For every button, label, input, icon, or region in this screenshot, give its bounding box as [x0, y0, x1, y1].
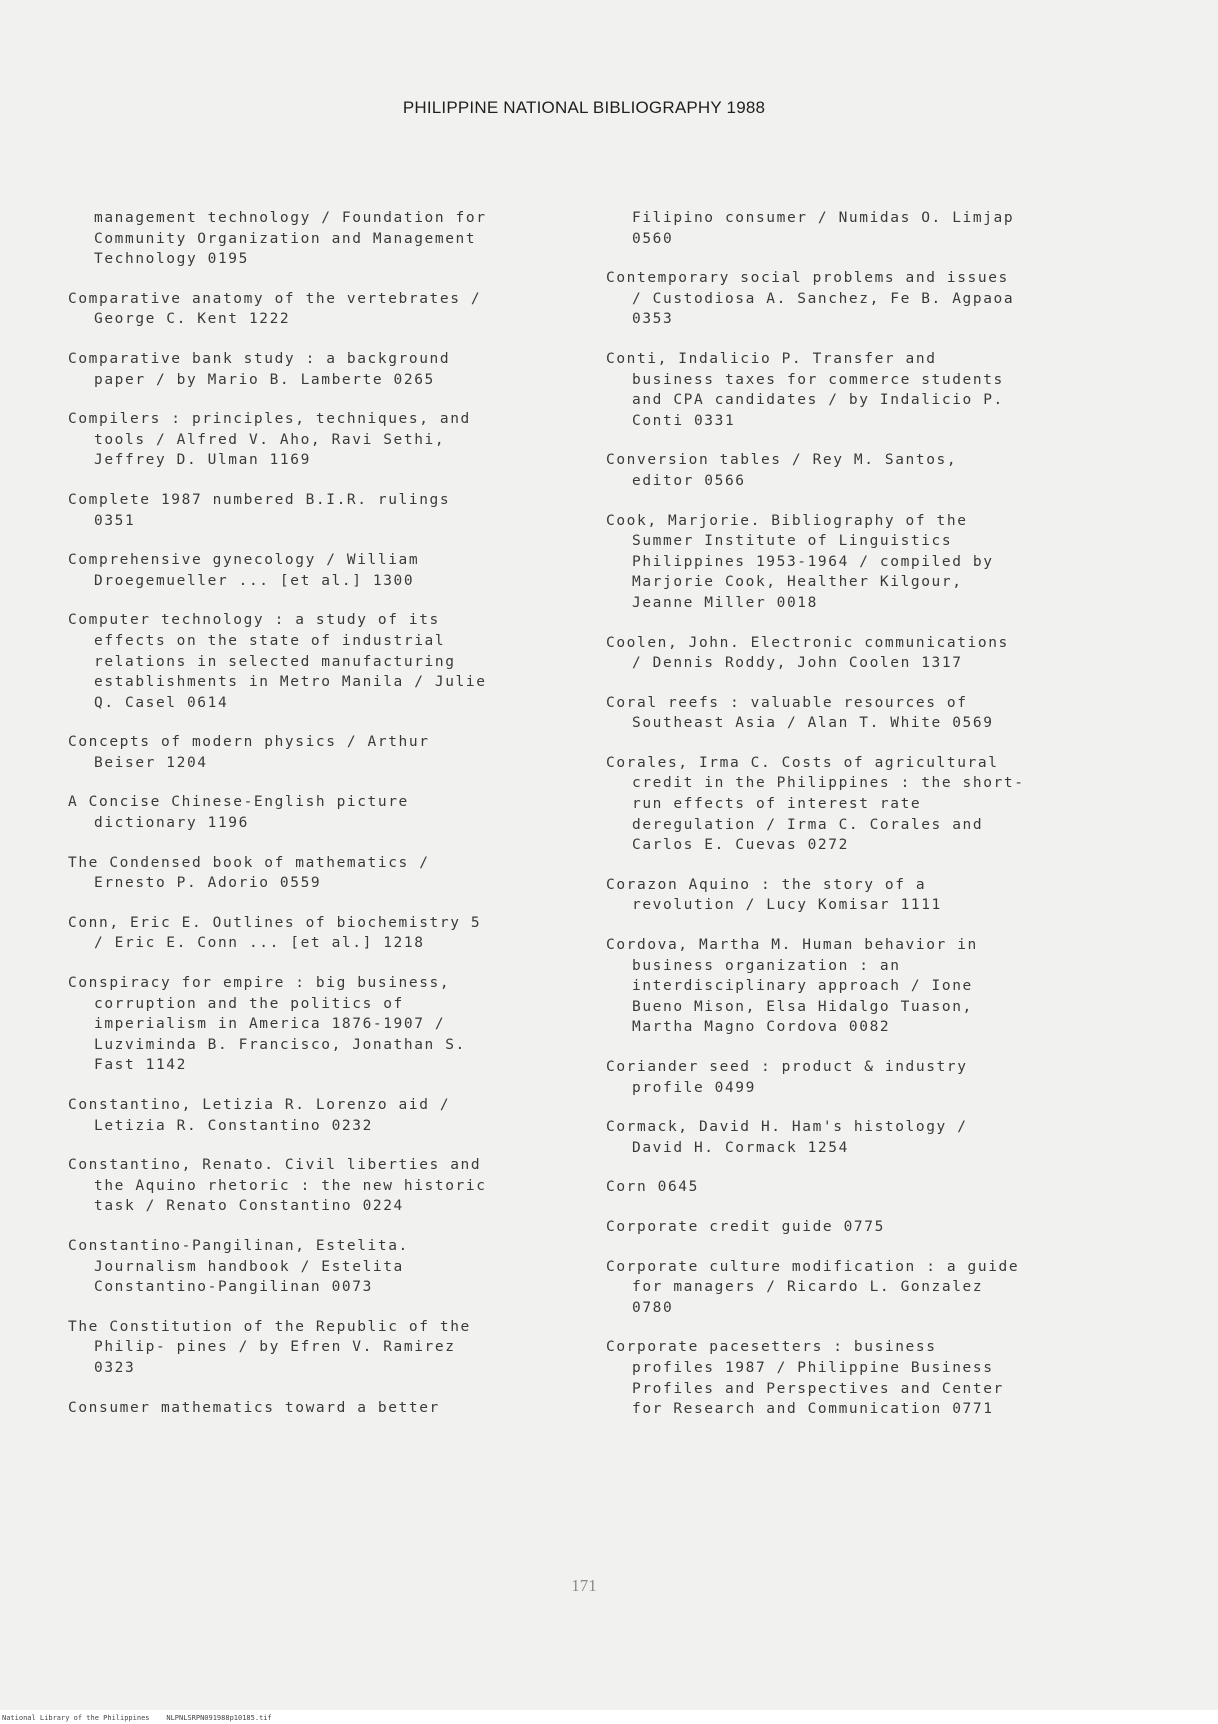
scan-credit: National Library of the Philippines NLPNLSRPN091988p10185.tif — [2, 1714, 272, 1722]
bibliography-entry: Consumer mathematics toward a better — [68, 1399, 440, 1416]
bibliography-entry: Computer technology : a study of its effects on the state of industrial relations in selected manufacturing establishments in Metro Manila / Julie Q. Casel 0614 — [68, 612, 487, 711]
bibliography-entry: Corn 0645 — [606, 1179, 699, 1196]
bibliography-entry: Corporate culture modification : a guide for managers / Ricardo L. Gonzalez 0780 — [606, 1258, 1020, 1316]
bibliography-entry: Constantino, Renato. Civil liberties and the Aquino rhetoric : the new historic task / Renato Constantino 0224 — [68, 1157, 487, 1215]
bibliography-entry: Coolen, John. Electronic communications / Dennis Roddy, John Coolen 1317 — [606, 634, 1009, 672]
bibliography-entry: Corporate credit guide 0775 — [606, 1218, 885, 1235]
bibliography-entry: The Constitution of the Republic of the Philip- pines / by Efren V. Ramirez 0323 — [68, 1318, 471, 1376]
bibliography-entry: Comprehensive gynecology / William Droegemueller ... [et al.] 1300 — [68, 552, 420, 589]
bibliography-entry: Compilers : principles, techniques, and tools / Alfred V. Aho, Ravi Sethi, Jeffrey D. Ulman 1169 — [68, 411, 471, 469]
bibliography-entry: Coriander seed : product & industry profile 0499 — [606, 1059, 968, 1096]
bibliography-entry: Conspiracy for empire : big business, corruption and the politics of imperialism in America 1876-1907 / Luzviminda B. Francisco, Jonathan S. Fast 1142 — [68, 975, 466, 1074]
bibliography-entry: Conversion tables / Rey M. Santos, editor 0566 — [606, 452, 958, 489]
bibliography-entry: Constantino-Pangilinan, Estelita. Journalism handbook / Estelita Constantino-Pangilinan 0073 — [68, 1237, 409, 1296]
bibliography-entry: management technology / Foundation for Community Organization and Management Technology 0195 — [94, 210, 487, 268]
page-number: 171 — [571, 1576, 597, 1595]
bibliography-entry: Constantino, Letizia R. Lorenzo aid / Letizia R. Constantino 0232 — [68, 1097, 451, 1134]
bibliography-entry: Cook, Marjorie. Bibliography of the Summer Institute of Linguistics Philippines 1953-1964 / compiled by Marjorie Cook, Healther Kilgour, Jeanne Miller 0018 — [606, 512, 994, 611]
bibliography-entry: Concepts of modern physics / Arthur Beiser 1204 — [68, 734, 430, 771]
bibliography-entry: Conti, Indalicio P. Transfer and business taxes for commerce students and CPA candidates / by Indalicio P. Conti 0331 — [606, 350, 1004, 429]
bibliography-entry: The Condensed book of mathematics / Ernesto P. Adorio 0559 — [68, 854, 430, 892]
bibliography-entry: Filipino consumer / Numidas O. Limjap 0560 — [632, 210, 1015, 247]
bibliography-entry: A Concise Chinese-English picture dictionary 1196 — [68, 794, 409, 832]
bibliography-entry: Conn, Eric E. Outlines of biochemistry 5 / Eric E. Conn ... [et al.] 1218 — [68, 914, 482, 952]
bibliography-entry: Comparative anatomy of the vertebrates / George C. Kent 1222 — [68, 290, 482, 328]
bibliography-entry: Corporate pacesetters : business profiles 1987 / Philippine Business Profiles and Perspectives and Center for Research and Communication 0771 — [606, 1339, 1004, 1418]
left-column — [68, 208, 568, 1437]
bibliography-entry: Coral reefs : valuable resources of Southeast Asia / Alan T. White 0569 — [606, 694, 994, 732]
bibliography-entry: Corales, Irma C. Costs of agricultural credit in the Philippines : the short- run effects of interest rate deregulation / Irma C. Corales and Carlos E. Cuevas 0272 — [606, 754, 1025, 854]
bibliography-entry: Comparative bank study : a background paper / by Mario B. Lamberte 0265 — [68, 350, 451, 388]
page-title: PHILIPPINE NATIONAL BIBLIOGRAPHY 1988 — [402, 98, 766, 117]
bibliography-entry: Complete 1987 numbered B.I.R. rulings 0351 — [68, 491, 451, 529]
bibliography-entry: Cormack, David H. Ham's histology / David H. Cormack 1254 — [606, 1119, 968, 1156]
right-column — [606, 208, 1126, 1439]
bibliography-entry: Contemporary social problems and issues / Custodiosa A. Sanchez, Fe B. Agpaoa 0353 — [606, 270, 1015, 328]
bibliography-entry: Cordova, Martha M. Human behavior in business organization : an interdisciplinary approach / Ione Bueno Mison, Elsa Hidalgo Tuason, Martha Magno Cordova 0082 — [606, 937, 978, 1036]
bibliography-entry: Corazon Aquino : the story of a revolution / Lucy Komisar 1111 — [606, 876, 942, 914]
